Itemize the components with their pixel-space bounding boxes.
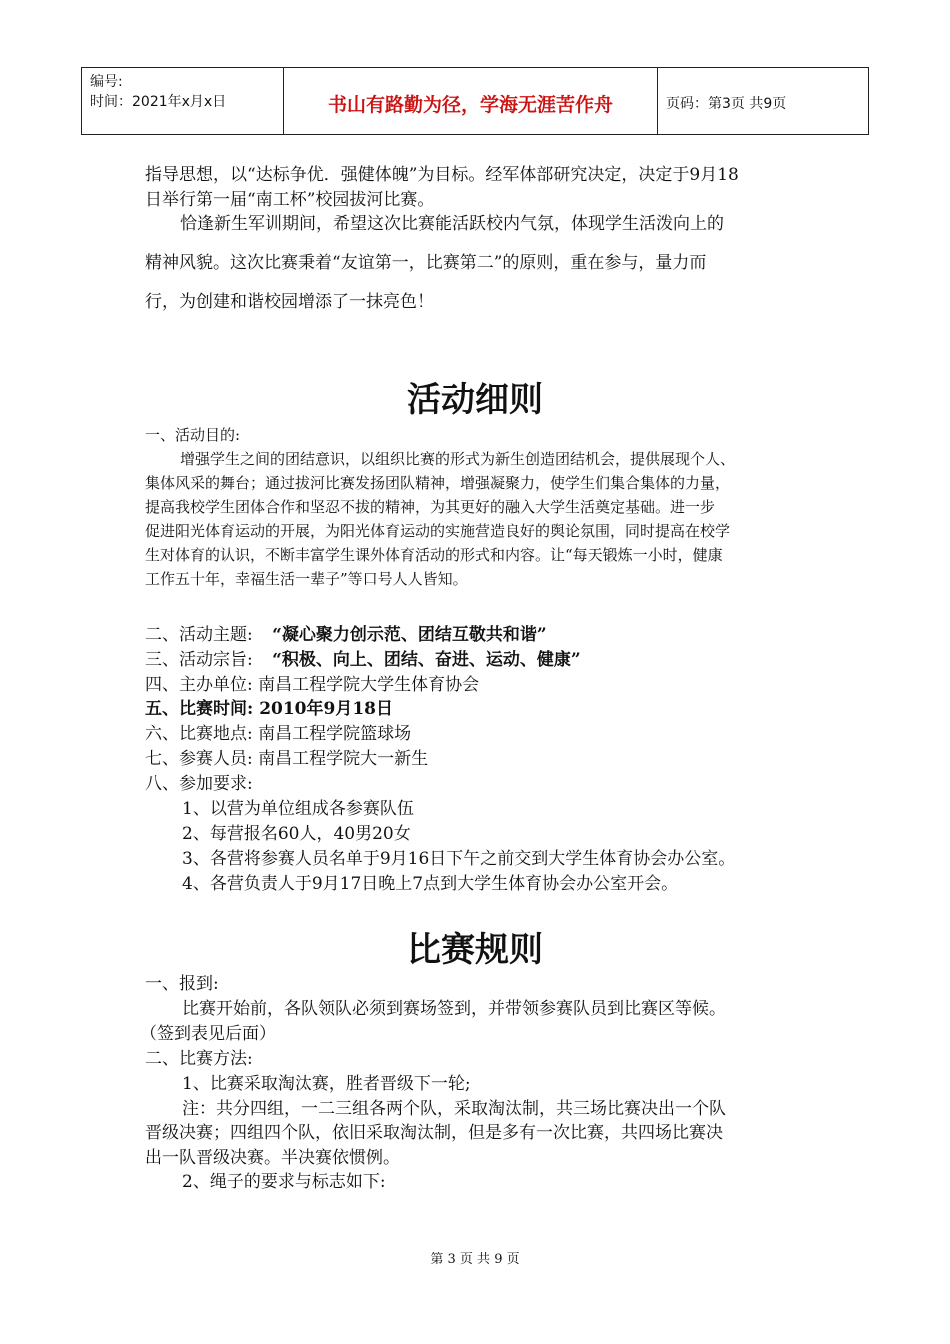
- intro-line-2: 日举行第一届“南工杯”校园拔河比赛。: [145, 190, 435, 210]
- method-note-line-3: 出一队晋级决赛。半决赛依惯例。: [145, 1148, 400, 1168]
- match-time: 五、比赛时间: 2010年9月18日: [145, 699, 393, 719]
- requirement-2: 2、每营报名60人，40男20女: [182, 824, 411, 844]
- method-note-line-2: 晋级决赛；四组四个队，依旧采取淘汰制，但是多有一次比赛，共四场比赛决: [145, 1123, 723, 1143]
- tenet-row: [145, 645, 581, 670]
- purpose-line-5: 生对体育的认识，不断丰富学生课外体育活动的形式和内容。让“每天锻炼一小时，健康: [145, 546, 723, 564]
- tenet-label: 三、活动宗旨:: [145, 650, 253, 670]
- organizer: 四、主办单位: 南昌工程学院大学生体育协会: [145, 675, 480, 695]
- header-table: [81, 67, 869, 135]
- intro-line-4: 精神风貌。这次比赛秉着“友谊第一，比赛第二”的原则，重在参与，量力而: [145, 253, 707, 273]
- theme-value: “凝心聚力创示范、团结互敬共和谐”: [272, 625, 547, 645]
- tenet-value: “积极、向上、团结、奋进、运动、健康”: [272, 650, 581, 670]
- page-footer: 第 3 页 共 9 页: [430, 1252, 520, 1267]
- purpose-line-6: 工作五十年，幸福生活一辈子”等口号人人皆知。: [145, 570, 468, 588]
- method-note-line-1: 注：共分四组，一二三组各两个队，采取淘汰制，共三场比赛决出一个队: [182, 1099, 726, 1119]
- method-line-2: 2、绳子的要求与标志如下:: [182, 1172, 386, 1192]
- purpose-heading: 一、活动目的:: [145, 426, 241, 444]
- intro-line-3: 恰逢新生军训期间，希望这次比赛能活跃校内气氛，体现学生活泼向上的: [180, 214, 724, 234]
- checkin-line-1: 比赛开始前，各队领队必须到赛场签到，并带领参赛队员到比赛区等候。: [182, 999, 726, 1019]
- participants: 七、参赛人员: 南昌工程学院大一新生: [145, 749, 429, 769]
- intro-line-1: 指导思想，以“达标争优．强健体魄”为目标。经军体部研究决定，决定于9月18: [145, 165, 739, 185]
- requirement-3: 3、各营将参赛人员名单于9月16日下午之前交到大学生体育协会办公室。: [182, 849, 736, 869]
- time-label: 时间：2021年x月x日: [90, 94, 227, 110]
- theme-row: [145, 620, 547, 645]
- header-left-cell: [82, 68, 284, 134]
- purpose-line-2: 集体风采的舞台；通过拔河比赛发扬团队精神，增强凝聚力，使学生们集合集体的力量，: [145, 474, 731, 492]
- code-label: 编号:: [90, 74, 123, 90]
- method-line-1: 1、比赛采取淘汰赛，胜者晋级下一轮;: [182, 1074, 471, 1094]
- theme-label: 二、活动主题:: [145, 625, 253, 645]
- activity-title: 活动细则: [407, 380, 543, 420]
- purpose-line-4: 促进阳光体育运动的开展，为阳光体育运动的实施营造良好的舆论氛围，同时提高在校学: [145, 522, 731, 540]
- rules-title: 比赛规则: [407, 930, 543, 970]
- method-heading: 二、比赛方法:: [145, 1049, 253, 1069]
- venue: 六、比赛地点: 南昌工程学院篮球场: [145, 724, 412, 744]
- intro-line-5: 行，为创建和谐校园增添了一抹亮色！: [145, 292, 434, 312]
- purpose-line-1: 增强学生之间的团结意识，以组织比赛的形式为新生创造团结机会，提供展现个人、: [180, 450, 736, 468]
- requirement-4: 4、各营负责人于9月17日晚上7点到大学生体育协会办公室开会。: [182, 874, 679, 894]
- page-label: 页码：第3页 共9页: [666, 96, 787, 112]
- motto: 书山有路勤为径，学海无涯苦作舟: [284, 68, 658, 134]
- requirements-heading: 八、参加要求:: [145, 774, 253, 794]
- requirement-1: 1、以营为单位组成各参赛队伍: [182, 799, 414, 819]
- checkin-heading: 一、报到:: [145, 974, 219, 994]
- checkin-line-2: （签到表见后面）: [140, 1024, 276, 1044]
- purpose-line-3: 提高我校学生团体合作和坚忍不拔的精神，为其更好的融入大学生活奠定基础。进一步: [145, 498, 716, 516]
